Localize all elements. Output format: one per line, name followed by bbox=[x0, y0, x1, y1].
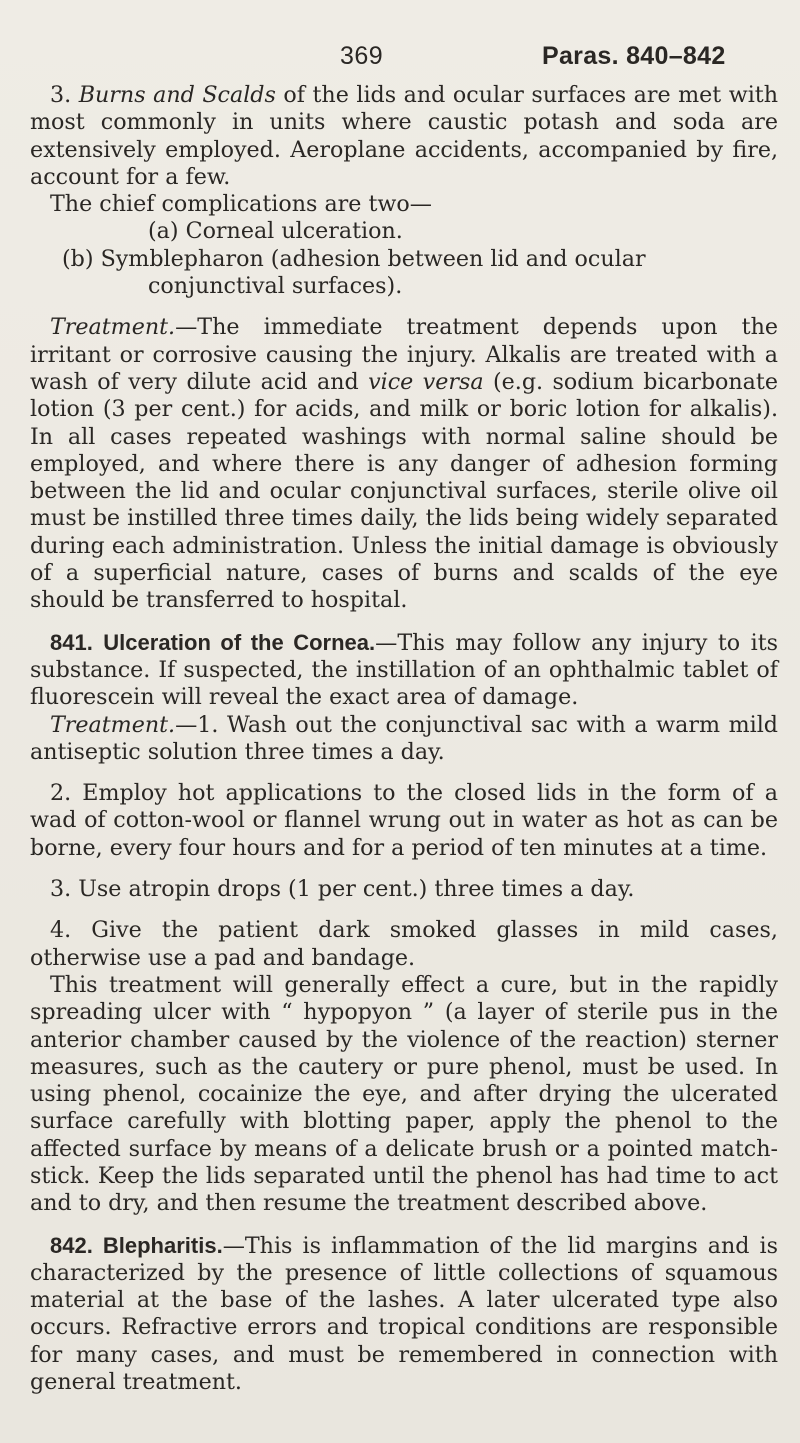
eg-text: (e.g. bbox=[492, 368, 544, 395]
para-841-step-2: 2. Employ hot applications to the closed lids in the form of a wad of cotton-wool or flannel wrung out in water as hot as can be borne, every four hours and for a period of ten minutes at a time. bbox=[30, 780, 778, 861]
para-841-number: 841. bbox=[50, 629, 93, 655]
body-text bbox=[30, 82, 778, 1396]
para-841-heading: Ulceration of the Cornea. bbox=[103, 629, 376, 655]
para-841-step-1-text: —1. Wash out the conjunctival sac with a warm mild antiseptic solution three times a day. bbox=[30, 711, 778, 765]
burns-treatment-paragraph bbox=[30, 314, 778, 614]
para-841-step-4: 4. Give the patient dark smoked glasses in mild cases, otherwise use a pad and bandage. bbox=[30, 917, 778, 971]
burns-number: 3. bbox=[50, 82, 72, 108]
complications-intro: The chief complications are two— bbox=[50, 191, 432, 218]
para-841-intro-text: —This may follow any injury to its substance. If suspected, the instillation of an ophthalmic tablet of fluorescein will reveal the exact area of damage. bbox=[30, 629, 778, 711]
running-head bbox=[30, 42, 778, 82]
complication-b: (b) Symblepharon (adhesion between lid and ocular conjunctival surfaces). bbox=[62, 245, 646, 300]
vice-versa-text: vice versa bbox=[368, 368, 484, 395]
para-841-closing: This treatment will generally effect a cure, but in the rapidly spreading ulcer with “ hypopyon ” (a layer of sterile pus in the anterior chamber caused by the violence of the reaction) sterner measures, such as the cautery or pure phenol, must be used. In using phenol, cocainize the eye, and after drying the ulcerated surface carefully with blotting paper, apply the phenol to the affected surface by means of a delicate brush or a pointed match-stick. Keep the lids separated until the phenol has had time to act and to dry, and then resume the treatment described above. bbox=[30, 971, 778, 1217]
para-842-text: —This is inflammation of the lid margins and is characterized by the presence of little collections of squamous material at the base of the lashes. A later ulcerated type also occurs. Refractive errors and tropical conditions are responsible for many cases, and must be remembered in connection with general treatment. bbox=[30, 1232, 778, 1396]
complication-a: (a) Corneal ulceration. bbox=[148, 218, 403, 245]
burns-text: of the lids and ocular surfaces are met with most commonly in units where caustic potash and soda are extensively employed. Aeroplane accidents, accompanied by fire, account for a few. bbox=[30, 82, 778, 190]
burns-treatment-text-2: sodium bicarbonate lotion (3 per cent.) for acids, and milk or boric lotion for alkalis). In all cases repeated washings with normal saline should be employed, and where there is any danger of adhesion forming between the lid and ocular conjunctival surfaces, sterile olive oil must be instilled three times daily, the lids being widely separated during each administration. Unless the initial damage is obviously of a superficial nature, cases of burns and scalds of the eye should be transferred to hospital. bbox=[30, 368, 778, 614]
para-842-heading: Blepharitis. bbox=[102, 1232, 223, 1258]
burns-paragraph bbox=[30, 82, 778, 191]
burns-treatment-label: Treatment. bbox=[50, 314, 176, 341]
para-841-intro bbox=[30, 629, 778, 712]
burns-title: Burns and Scalds bbox=[78, 82, 276, 108]
para-841-step-1 bbox=[30, 712, 778, 767]
para-842-number: 842. bbox=[50, 1232, 93, 1258]
para-841-treatment-label: Treatment. bbox=[50, 711, 176, 738]
para-842 bbox=[30, 1232, 778, 1397]
burns-treatment-text-1: —The immediate treatment depends upon the irritant or corrosive causing the injury. Alkalis are treated with a wash of very dilute acid and bbox=[30, 314, 778, 395]
paragraph-range: Paras. 840–842 bbox=[542, 42, 726, 70]
page-number: 369 bbox=[340, 42, 384, 70]
para-841-step-3: 3. Use atropin drops (1 per cent.) three times a day. bbox=[50, 876, 635, 903]
